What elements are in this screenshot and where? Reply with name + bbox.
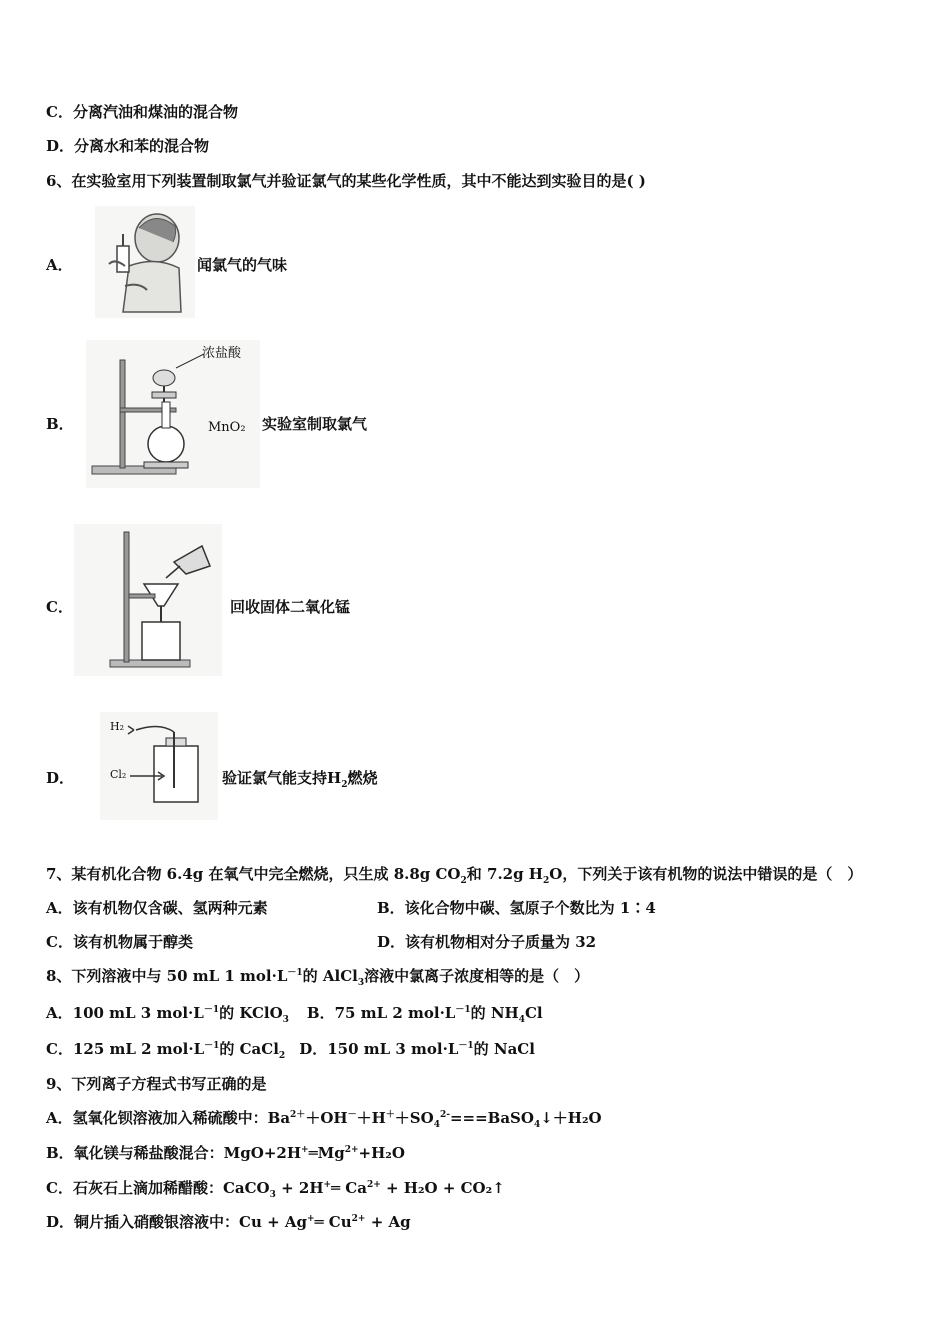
q8-option-c: C．125 mL 2 $mol\cdot L^{-1}$的 CaCl$_2$ [46, 1040, 286, 1061]
filtration-figure [74, 524, 222, 676]
apparatus-icon [86, 340, 260, 488]
q6-b-letter: B． [46, 415, 74, 433]
q6-a-letter: A． [46, 256, 73, 274]
q6-a-desc: 闻氯气的气味 [197, 256, 288, 274]
h2-burning-figure [100, 712, 218, 820]
q6-c-letter: C． [46, 598, 73, 616]
q9-stem: 9、下列离子方程式书写正确的是 [46, 1075, 267, 1093]
q8-options-ab [46, 1003, 543, 1023]
q7-stem: 7、某有机化合物 6.4g 在氧气中完全燃烧，只生成 8.8g $CO_2$和 7.2g $H_2O$，下列关于该有机物的说法中错误的是（ ） [46, 865, 863, 886]
mno2-label: MnO₂ [208, 420, 246, 435]
q6-stem: 6、在实验室用下列装置制取氯气并验证氯气的某些化学性质，其中不能达到实验目的是( ) [46, 172, 646, 190]
q6-d-letter: D． [46, 769, 75, 787]
person-smelling-icon [95, 206, 195, 318]
h2-label: H₂ [110, 720, 125, 733]
cl2-label: Cl₂ [110, 768, 127, 781]
q9-option-c: C．石灰石上滴加稀醋酸：CaCO$_3$ + 2H+═ $Ca^{2+} + H_2O$ + CO₂↑ [46, 1179, 505, 1200]
funnel-filtration-icon [74, 524, 222, 676]
q7-option-d: D．该有机物相对分子质量为 32 [377, 933, 597, 951]
q6-d-desc: 验证氯气能支持$H_2$燃烧 [222, 769, 378, 790]
q8-option-a: A．100 mL 3 $mol\cdot L^{-1}$的 KClO$_3$ [46, 1004, 289, 1025]
q6-c-desc: 回收固体二氧化锰 [230, 598, 351, 616]
q6-b-desc: 实验室制取氯气 [262, 415, 368, 433]
q8-options-cd [46, 1039, 535, 1059]
q8-option-d: D．150 mL 3 $mol\cdot L^{-1}$的 NaCl [299, 1040, 535, 1058]
acid-label: 浓盐酸 [202, 346, 242, 361]
q9-option-b: B．氧化镁与稀盐酸混合：$MgO+2H^+═Mg^{2+}+H_2O$ [46, 1144, 405, 1162]
q9-option-a: A．氢氧化钡溶液加入稀硫酸中：$Ba^{2+}+OH^-+H^++SO_4^{2-}===BaSO_4↓+H_2O$ [46, 1109, 602, 1130]
q7-option-b: B．该化合物中碳、氢原子个数比为 1∶4 [377, 899, 656, 917]
chlorine-generator-figure [86, 340, 260, 488]
q7-option-c: C．该有机物属于醇类 [46, 933, 193, 951]
smelling-gas-figure [95, 206, 195, 318]
q8-option-b: B．75 mL 2 $mol\cdot L^{-1}$的 $NH_4Cl$ [306, 1004, 543, 1025]
q7-option-a: A．该有机物仅含碳、氢两种元素 [46, 899, 268, 917]
q5-option-c: C．分离汽油和煤油的混合物 [46, 103, 238, 121]
q8-stem: 8、下列溶液中与 50 mL 1 $mol\cdot L^{-1}$的 AlCl$_3$溶液中氯离子浓度相等的是（ ） [46, 967, 590, 988]
q5-option-d: D．分离水和苯的混合物 [46, 137, 210, 155]
q9-option-d: D．铜片插入硝酸银溶液中：Cu + Ag+═ $Cu^{2+} + Ag$ [46, 1213, 411, 1231]
